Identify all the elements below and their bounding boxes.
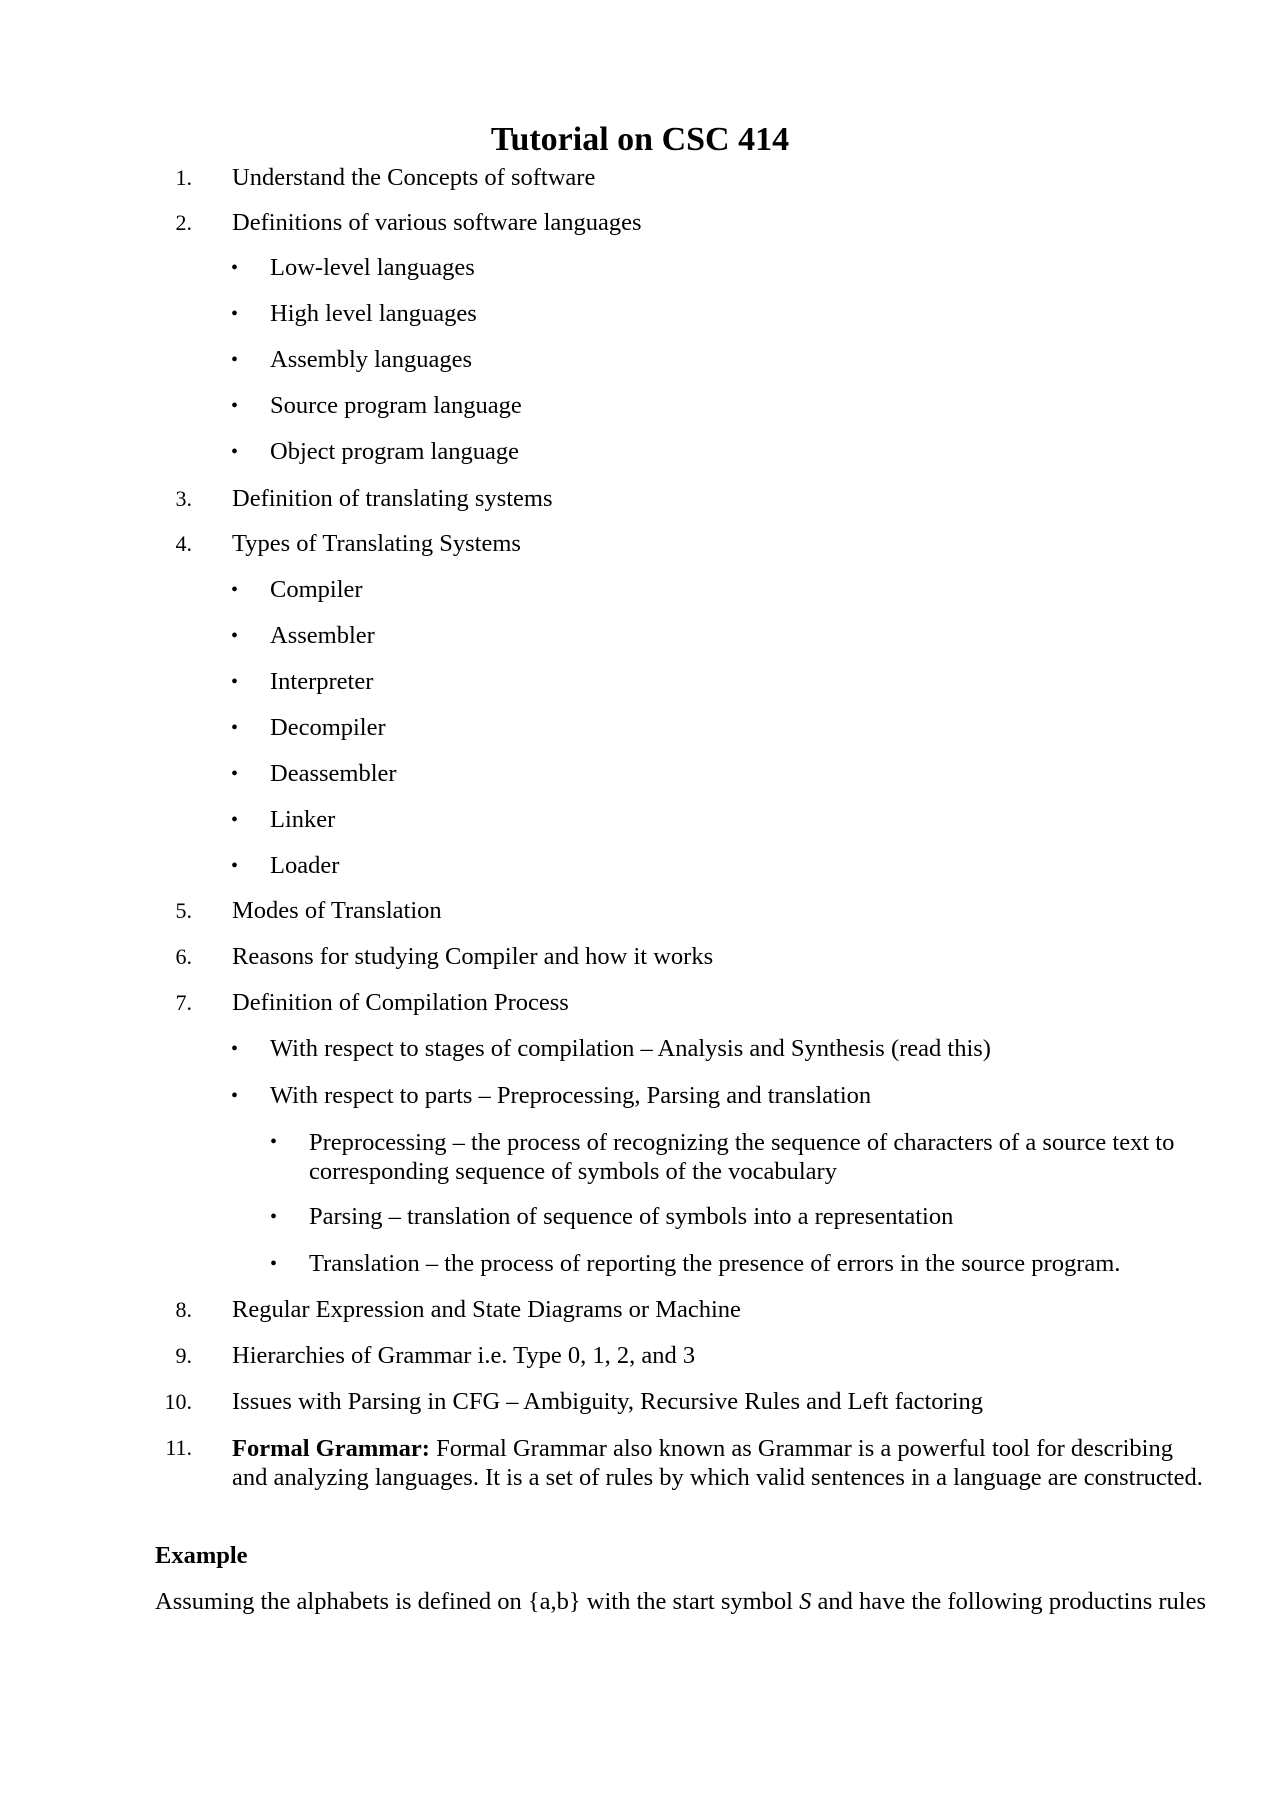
bullet-item-text: Low-level languages (270, 254, 475, 281)
bold-lead: Formal Grammar: (232, 1435, 430, 1462)
example-text-after: and have the following productins rules (811, 1588, 1206, 1615)
list-item-text: Regular Expression and State Diagrams or Machine (232, 1296, 741, 1323)
bullet-icon: • (231, 717, 239, 739)
formal-grammar-text: Formal Grammar also known as Grammar is a powerful tool for describing and analyzing languages. It is a set of rules by which valid sentences in a language are constructed. (232, 1435, 1203, 1491)
list-number: 2. (175, 210, 192, 235)
list-number: 11. (165, 1435, 192, 1460)
list-number: 7. (175, 990, 192, 1015)
list-number: 1. (175, 165, 192, 190)
start-symbol: S (799, 1588, 812, 1615)
list-item-text: Types of Translating Systems (232, 530, 521, 557)
bullet-item-text: Deassembler (270, 760, 397, 787)
bullet-item-text: Interpreter (270, 668, 374, 695)
list-item-text: Understand the Concepts of software (232, 164, 596, 191)
bullet-item-text: With respect to parts – Preprocessing, Parsing and translation (270, 1082, 872, 1109)
sub-bullet-item-text: Preprocessing – the process of recognizing the sequence of characters of a source text to corresponding sequence of symbols of the vocabulary (309, 1129, 1175, 1185)
bullet-icon: • (231, 809, 239, 831)
bullet-item-text: With respect to stages of compilation – Analysis and Synthesis (read this) (270, 1035, 991, 1062)
bullet-item-text: Object program language (270, 438, 519, 465)
list-item-text: Modes of Translation (232, 897, 442, 924)
example-text-before: Assuming the alphabets is defined on {a,b} with the start symbol (155, 1588, 800, 1615)
bullet-icon: • (231, 763, 239, 785)
bullet-icon: • (231, 303, 239, 325)
example-heading: Example (155, 1542, 248, 1569)
bullet-icon: • (231, 671, 239, 693)
bullet-item-text: Compiler (270, 576, 363, 603)
bullet-item-text: Loader (270, 852, 340, 879)
sub-bullet-item-text: Translation – the process of reporting the presence of errors in the source program. (309, 1250, 1121, 1277)
list-item-text: Definition of translating systems (232, 485, 553, 512)
bullet-icon: • (270, 1253, 278, 1275)
list-number: 3. (175, 486, 192, 511)
bullet-icon: • (270, 1206, 278, 1228)
list-item-text: Issues with Parsing in CFG – Ambiguity, Recursive Rules and Left factoring (232, 1388, 984, 1415)
bullet-item-text: Assembly languages (270, 346, 473, 373)
example-paragraph (155, 1587, 1215, 1616)
list-item-text: Reasons for studying Compiler and how it works (232, 943, 714, 970)
bullet-icon: • (231, 1085, 239, 1107)
sub-bullet-item-text: Parsing – translation of sequence of symbols into a representation (309, 1203, 954, 1230)
bullet-icon: • (231, 625, 239, 647)
list-number: 9. (175, 1343, 192, 1368)
bullet-icon: • (231, 855, 239, 877)
list-number: 4. (175, 531, 192, 556)
list-number: 8. (175, 1297, 192, 1322)
bullet-icon: • (231, 441, 239, 463)
bullet-item-text: Source program language (270, 392, 522, 419)
list-number: 10. (164, 1389, 192, 1414)
bullet-icon: • (231, 579, 239, 601)
list-number: 5. (175, 898, 192, 923)
page-title: Tutorial on CSC 414 (490, 121, 790, 158)
bullet-item-text: Linker (270, 806, 336, 833)
list-item-text (232, 1434, 1210, 1492)
list-item-text: Definition of Compilation Process (232, 989, 569, 1016)
bullet-item-text: Decompiler (270, 714, 386, 741)
list-item-text: Definitions of various software languages (232, 209, 642, 236)
bullet-icon: • (231, 257, 239, 279)
bullet-icon: • (270, 1131, 278, 1153)
bullet-icon: • (231, 395, 239, 417)
bullet-item-text: High level languages (270, 300, 477, 327)
list-number: 6. (175, 944, 192, 969)
list-item-text: Hierarchies of Grammar i.e. Type 0, 1, 2, and 3 (232, 1342, 696, 1369)
bullet-icon: • (231, 349, 239, 371)
bullet-icon: • (231, 1038, 239, 1060)
bullet-item-text: Assembler (270, 622, 375, 649)
